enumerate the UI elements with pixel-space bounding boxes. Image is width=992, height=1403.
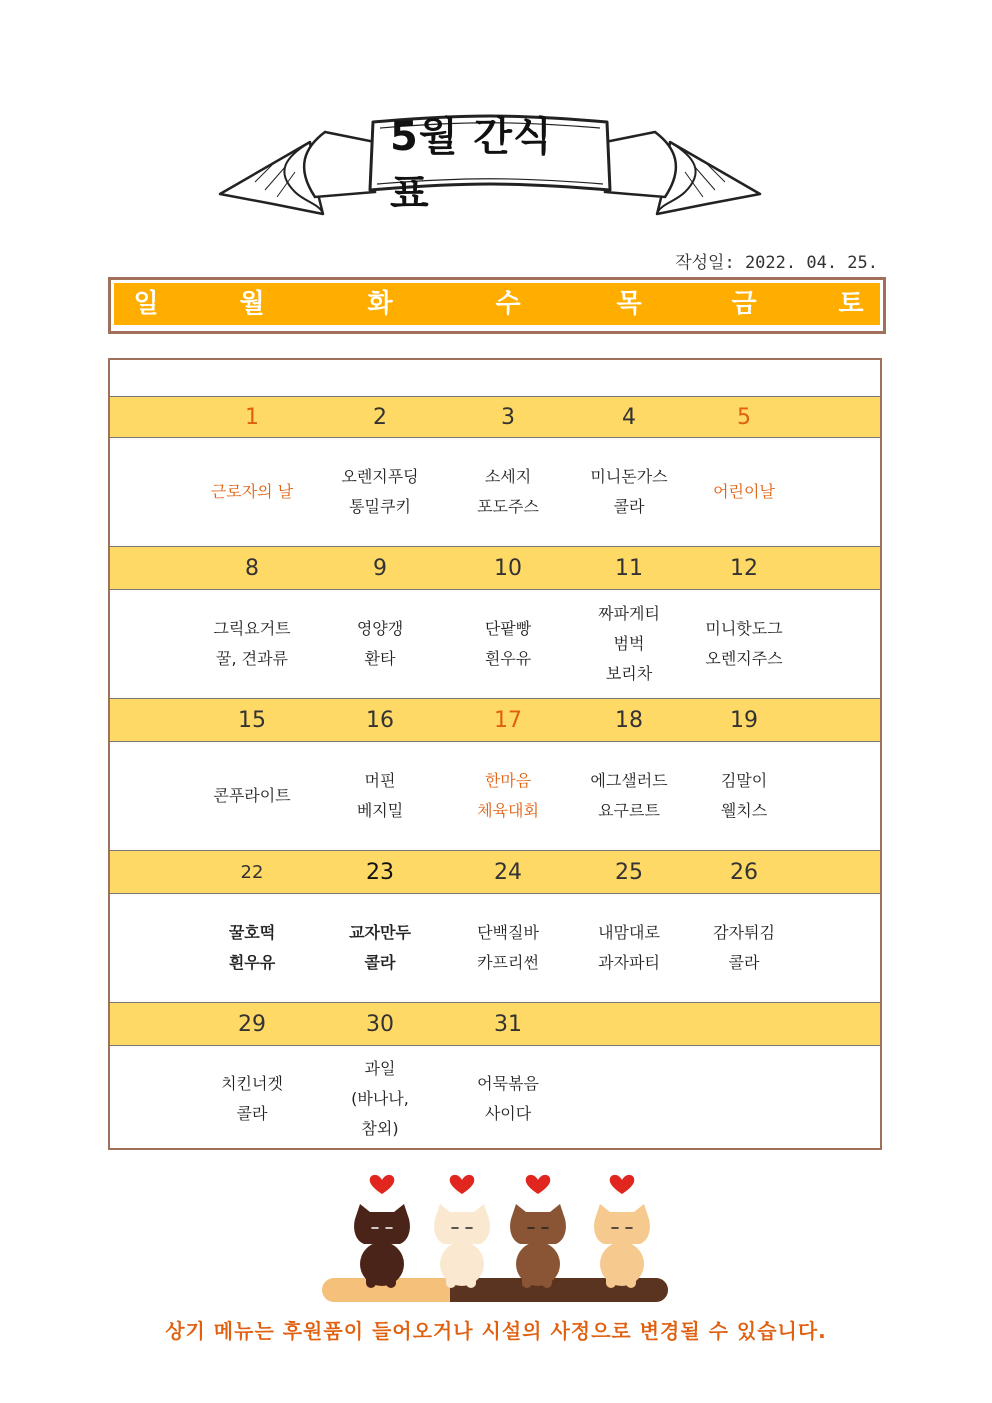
- menu-item: 어린이날: [713, 482, 775, 501]
- day-number: 16: [366, 707, 394, 733]
- day-number: 11: [615, 555, 643, 581]
- snack-calendar: [108, 358, 882, 1150]
- menu-item: 내맘대로: [598, 923, 660, 942]
- menu-item: 한마음: [484, 771, 532, 790]
- day-number: 31: [494, 1011, 522, 1037]
- day-number: 18: [615, 707, 643, 733]
- created-date: 작성일: 2022. 04. 25.: [675, 253, 878, 273]
- menu-item: 오렌지주스: [705, 649, 783, 668]
- menu-item: 웰치스: [720, 801, 768, 820]
- menu-item: 과일: [364, 1059, 396, 1078]
- day-number: 19: [730, 707, 758, 733]
- menu-item: 미니핫도그: [705, 619, 783, 638]
- menu-item: 소세지: [484, 467, 532, 486]
- menu-item: 단팥빵: [484, 619, 532, 638]
- menu-item: 체육대회: [477, 801, 539, 820]
- day-number: 2: [373, 404, 387, 430]
- menu-item: 오렌지푸딩: [341, 467, 419, 486]
- week-5-dates: [110, 1002, 880, 1046]
- weekday-tue: 화: [367, 289, 393, 319]
- menu-item: 교자만두: [349, 923, 411, 942]
- day-number: 9: [373, 555, 387, 581]
- menu-item: 사이다: [484, 1104, 532, 1123]
- menu-item: 에그샐러드: [590, 771, 668, 790]
- menu-item: 감자튀김: [713, 923, 775, 942]
- menu-item: 근로자의 날: [210, 482, 294, 501]
- menu-item: 머핀: [364, 771, 396, 790]
- menu-item: 어묵볶음: [477, 1074, 539, 1093]
- day-number: 24: [494, 859, 522, 885]
- menu-item: 콜라: [236, 1104, 268, 1123]
- week-4-dates: [110, 850, 880, 894]
- week-3-dates: [110, 698, 880, 742]
- week-4-menus: [110, 894, 880, 1002]
- weekday-sun: 일: [133, 289, 159, 319]
- day-number: 17: [494, 707, 522, 733]
- week-2-menus: [110, 590, 880, 698]
- menu-item: 베지밀: [356, 801, 404, 820]
- day-number: 10: [494, 555, 522, 581]
- menu-item: (바나나,: [351, 1089, 409, 1108]
- day-number: 8: [245, 555, 259, 581]
- menu-item: 과자파티: [598, 953, 660, 972]
- day-number: 3: [501, 404, 515, 430]
- weekday-header: [108, 277, 886, 334]
- menu-item: 김말이: [720, 771, 768, 790]
- weekday-thu: 목: [616, 289, 642, 319]
- menu-item: 미니돈가스: [590, 467, 668, 486]
- menu-item: 흰우유: [484, 649, 532, 668]
- cats-illustration: [320, 1160, 670, 1305]
- menu-item: 단백질바: [477, 923, 539, 942]
- day-number: 30: [366, 1011, 394, 1037]
- weekday-fri: 금: [731, 289, 757, 319]
- day-number: 1: [245, 404, 259, 430]
- day-number: 25: [615, 859, 643, 885]
- weekday-sat: 토: [838, 289, 864, 319]
- menu-item: 그릭요거트: [213, 619, 291, 638]
- menu-item: 콜라: [364, 953, 396, 972]
- week-2-dates: [110, 546, 880, 590]
- menu-item: 짜파게티: [598, 604, 660, 623]
- weekday-mon: 월: [239, 289, 265, 319]
- menu-item: 포도주스: [477, 497, 539, 516]
- menu-item: 꿀호떡: [228, 923, 276, 942]
- day-number: 29: [238, 1011, 266, 1037]
- menu-item: 카프리썬: [477, 953, 539, 972]
- menu-item: 참외): [361, 1119, 399, 1138]
- menu-item: 범벅: [613, 634, 645, 653]
- week-1-menus: [110, 438, 880, 546]
- weekday-wed: 수: [495, 289, 521, 319]
- menu-item: 영양갱: [356, 619, 404, 638]
- week-5-menus: [110, 1046, 880, 1150]
- menu-item: 콜라: [728, 953, 760, 972]
- week-1-dates: [110, 396, 880, 438]
- day-number: 4: [622, 404, 636, 430]
- weekday-header-fill: [114, 283, 880, 325]
- menu-item: 통밀쿠키: [349, 497, 411, 516]
- page-title: 5월 간식표: [390, 114, 553, 217]
- four-cats-with-hearts-icon: [320, 1160, 670, 1305]
- menu-item: 보리차: [605, 664, 653, 683]
- menu-item: 콘푸라이트: [213, 786, 291, 805]
- week-3-menus: [110, 742, 880, 850]
- notice-text: 상기 메뉴는 후원품이 들어오거나 시설의 사정으로 변경될 수 있습니다.: [165, 1319, 827, 1343]
- menu-item: 치킨너겟: [221, 1074, 283, 1093]
- day-number: 5: [737, 404, 751, 430]
- day-number: 22: [240, 861, 264, 883]
- day-number: 23: [366, 859, 394, 885]
- menu-item: 흰우유: [228, 953, 276, 972]
- menu-item: 꿀, 견과류: [216, 649, 288, 668]
- day-number: 26: [730, 859, 758, 885]
- day-number: 15: [238, 707, 266, 733]
- menu-item: 환타: [364, 649, 396, 668]
- day-number: 12: [730, 555, 758, 581]
- menu-item: 요구르트: [598, 801, 660, 820]
- menu-item: 콜라: [613, 497, 645, 516]
- title-banner: [215, 112, 765, 222]
